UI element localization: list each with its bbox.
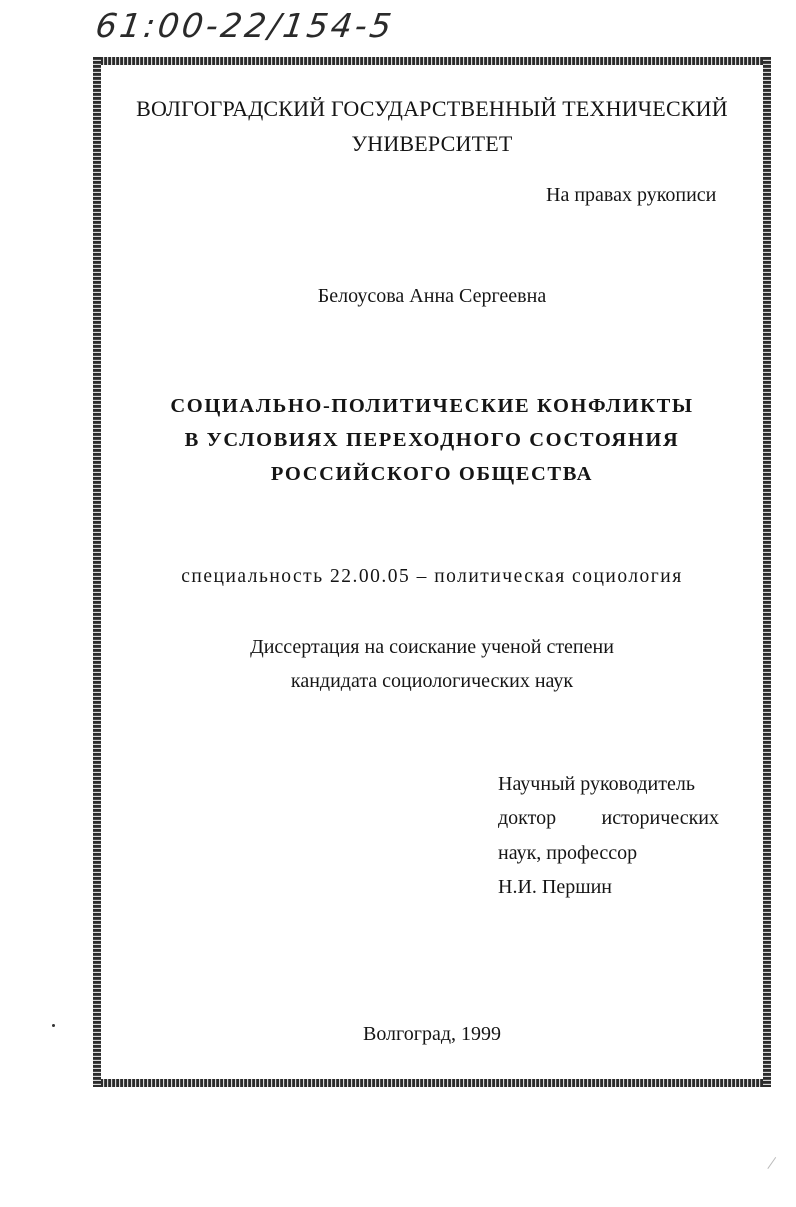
frame-border-top [93,57,771,65]
dissertation-title-line-1: СОЦИАЛЬНО-ПОЛИТИЧЕСКИЕ КОНФЛИКТЫ [170,395,694,417]
institution-line-2: УНИВЕРСИТЕТ [351,131,513,156]
degree-line-2: кандидата социологических наук [290,670,574,692]
supervisor-degree-word-2: исторических [601,807,719,829]
author-name: Белоусова Анна Сергеевна [317,285,547,307]
specialty-line: специальность 22.00.05 – политическая социология [181,566,683,587]
archive-number-handwritten: 61:00-22/154-5 [93,6,397,45]
supervisor-degree-line-2: наук, профессор [498,842,638,864]
scan-mark [767,1157,787,1177]
supervisor-name: Н.И. Першин [498,876,613,898]
manuscript-note: На правах рукописи [546,184,717,206]
supervisor-degree-word-1: доктор [498,807,557,829]
dissertation-title-line-2: В УСЛОВИЯХ ПЕРЕХОДНОГО СОСТОЯНИЯ [184,429,680,451]
degree-line-1: Диссертация на соискание ученой степени [250,636,614,658]
frame-border-bottom [93,1079,771,1087]
institution-line-1: ВОЛГОГРАДСКИЙ ГОСУДАРСТВЕННЫЙ ТЕХНИЧЕСКИЙ [136,96,728,121]
supervisor-role: Научный руководитель [498,773,695,795]
place-and-year: Волгоград, 1999 [362,1023,502,1045]
scan-speck [52,1024,55,1027]
dissertation-title-line-3: РОССИЙСКОГО ОБЩЕСТВА [270,463,594,485]
supervisor-degree-line [498,807,719,830]
